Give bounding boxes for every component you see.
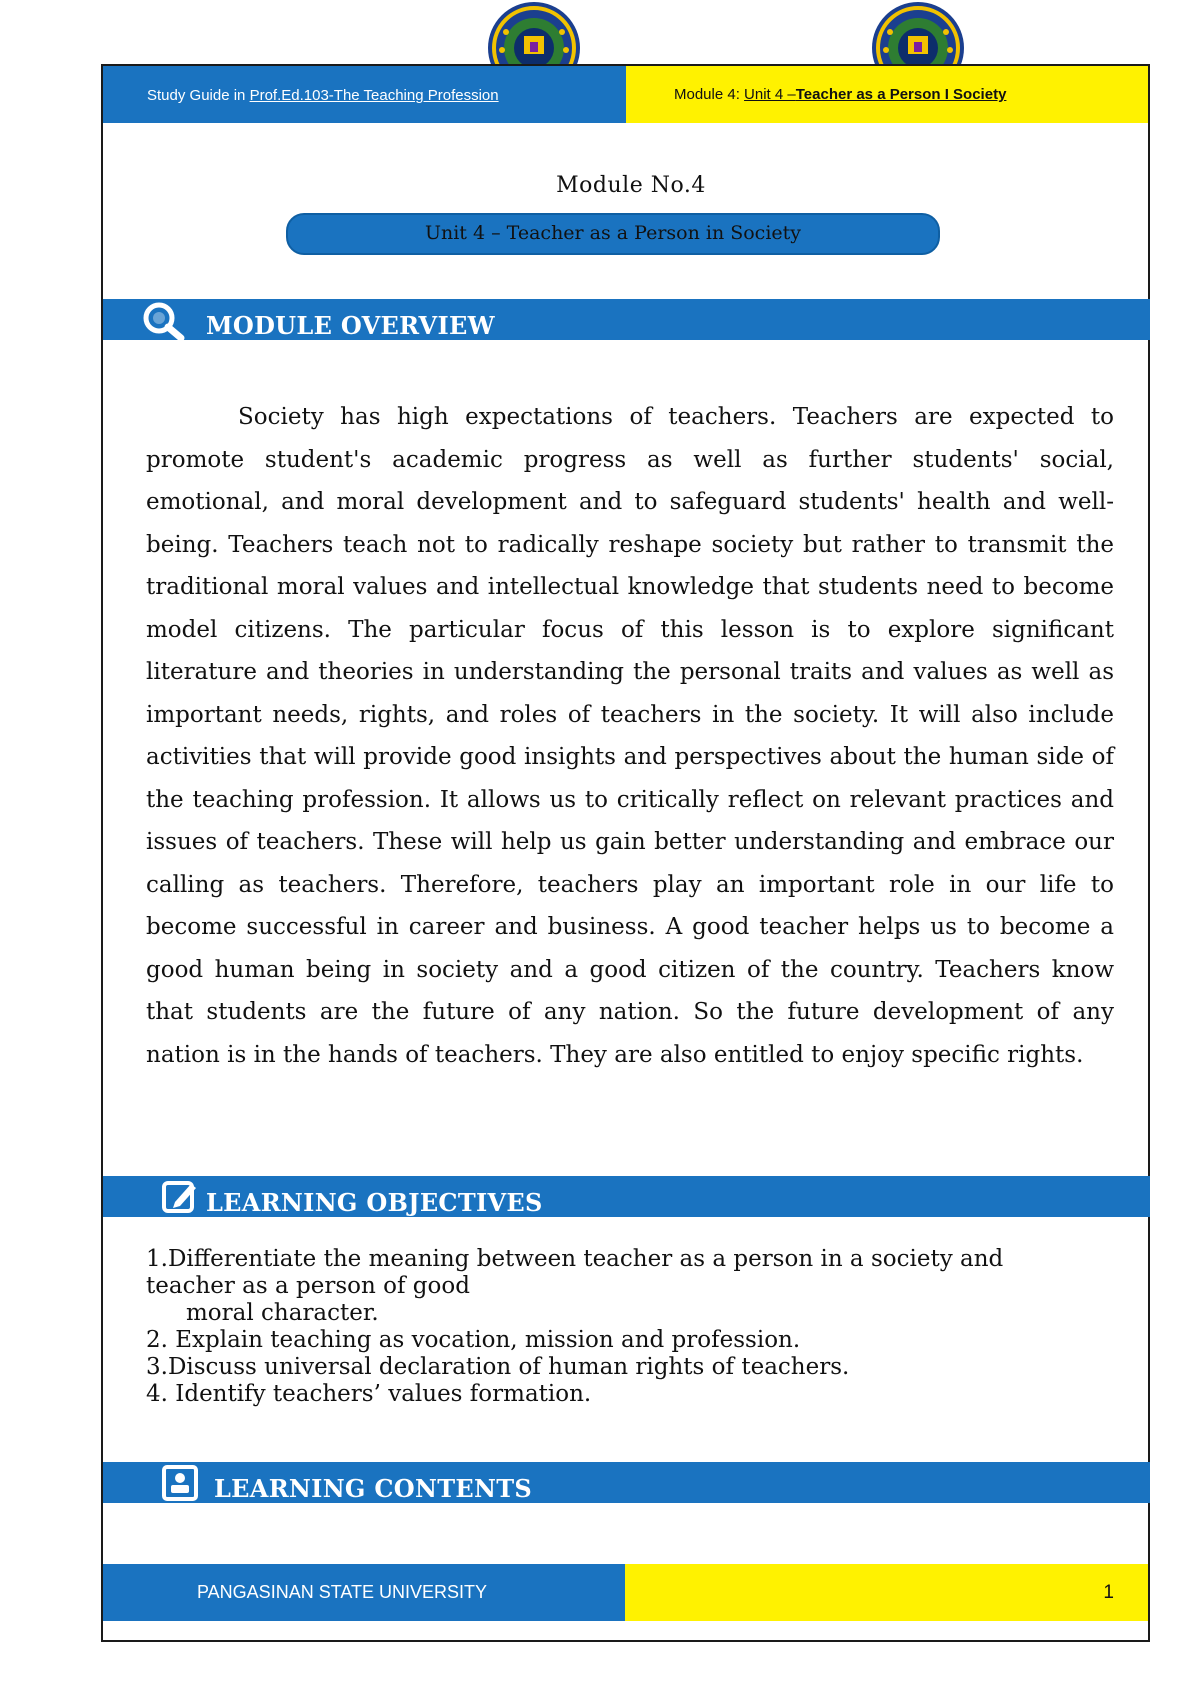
objective-item: moral character. bbox=[186, 1300, 379, 1326]
header-module-prefix: Module 4: bbox=[674, 86, 745, 103]
header-left bbox=[103, 66, 626, 123]
footer-left bbox=[103, 1564, 625, 1621]
header-unit-title: Teacher as a Person I Society bbox=[795, 86, 1007, 103]
header-unit-label: Unit 4 – bbox=[744, 86, 796, 103]
objective-item: 3.Discuss universal declaration of human rights of teachers. bbox=[146, 1354, 850, 1380]
learning-objectives-list bbox=[146, 1246, 1086, 1408]
learning-objectives-heading: LEARNING OBJECTIVES bbox=[206, 1188, 543, 1217]
magnifier-icon bbox=[141, 301, 189, 345]
university-seal-left-icon bbox=[486, 0, 582, 66]
module-overview-band bbox=[103, 299, 1150, 340]
module-overview-heading: MODULE OVERVIEW bbox=[206, 311, 495, 340]
footer-university: PANGASINAN STATE UNIVERSITY bbox=[197, 1582, 488, 1602]
page-number: 1 bbox=[1103, 1582, 1114, 1603]
header-study-guide bbox=[147, 87, 499, 104]
objective-item: 2. Explain teaching as vocation, mission and profession. bbox=[146, 1327, 801, 1353]
unit-title-pill: Unit 4 – Teacher as a Person in Society bbox=[286, 213, 940, 255]
university-seal-right-icon bbox=[870, 0, 966, 66]
learning-contents-heading: LEARNING CONTENTS bbox=[214, 1474, 533, 1503]
objective-item: 4. Identify teachers’ values formation. bbox=[146, 1381, 592, 1407]
module-overview-text bbox=[146, 396, 1114, 1076]
header-module bbox=[674, 86, 1006, 103]
header-course-link[interactable]: Prof.Ed.103-The Teaching Profession bbox=[249, 87, 499, 104]
learning-objectives-band bbox=[103, 1176, 1150, 1217]
module-title: Module No.4 bbox=[556, 173, 706, 198]
header-right bbox=[626, 66, 1148, 123]
overview-paragraph: Society has high expectations of teachers. Teachers are expected to promote student's academic progress as well as further students' social, emotional, and moral development and to safeguard students' health and well-being. Teachers teach not to radically reshape society but rather to transmit the traditional moral values and intellectual knowledge that students need to become model citizens. The particular focus of this lesson is to explore significant literature and theories in understanding the personal traits and values as well as important needs, rights, and roles of teachers in the society. It will also include activities that will provide good insights and perspectives about the human side of the teaching profession. It allows us to critically reflect on relevant practices and issues of teachers. These will help us gain better understanding and embrace our calling as teachers. Therefore, teachers play an important role in our life to become successful in career and business. A good teacher helps us to become a good human being in society and a good citizen of the country. Teachers know that students are the future of any nation. So the future development of any nation is in the hands of teachers. They are also entitled to enjoy specific rights. bbox=[146, 404, 1114, 1068]
header-prefix: Study Guide in bbox=[147, 87, 250, 104]
footer-right bbox=[625, 1564, 1148, 1621]
objective-item: 1.Differentiate the meaning between teacher as a person in a society and teacher as a person of good bbox=[146, 1246, 1004, 1299]
edit-note-icon bbox=[161, 1178, 199, 1220]
learning-contents-band bbox=[103, 1462, 1150, 1503]
id-card-icon bbox=[161, 1464, 199, 1506]
